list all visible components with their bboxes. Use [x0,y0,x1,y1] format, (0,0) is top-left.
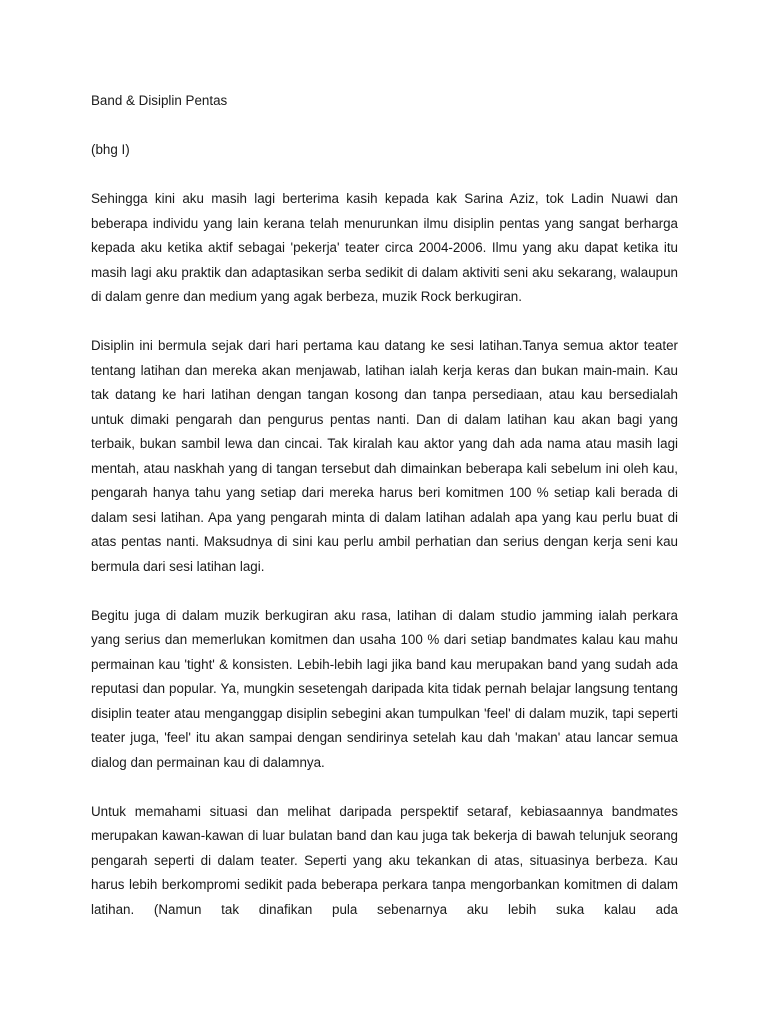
document-body [91,89,678,922]
paragraph-4: Untuk memahami situasi dan melihat daripada perspektif setaraf, kebiasaannya bandmates merupakan kawan-kawan di luar bulatan band dan kau juga tak bekerja di bawah telunjuk seorang pengarah seperti di dalam teater. Seperti yang aku tekankan di atas, situasinya berbeza. Kau harus lebih berkompromi sedikit pada beberapa perkara tanpa mengorbankan komitmen di dalam latihan. (Namun tak dinafikan pula sebenarnya aku lebih suka kalau ada [91,803,678,917]
paragraph-3: Begitu juga di dalam muzik berkugiran aku rasa, latihan di dalam studio jamming ialah perkara yang serius dan memerlukan komitmen dan usaha 100 % dari setiap bandmates kalau kau mahu permainan kau 'tight' & konsisten. Lebih-lebih lagi jika band kau merupakan band yang sudah ada reputasi dan popular. Ya, mungkin sesetengah daripada kita tidak pernah belajar langsung tentang disiplin teater atau menganggap disiplin sebegini akan tumpulkan 'feel' di dalam muzik, tapi seperti teater juga, 'feel' itu akan sampai dengan sendirinya setelah kau dah 'makan' atau lancar semua dialog dan permainan kau di dalamnya. [91,607,678,770]
paragraph-1: Sehingga kini aku masih lagi berterima kasih kepada kak Sarina Aziz, tok Ladin Nuawi dan beberapa individu yang lain kerana telah menurunkan ilmu disiplin pentas yang sangat berharga kepada aku ketika aktif sebagai 'pekerja' teater circa 2004-2006. Ilmu yang aku dapat ketika itu masih lagi aku praktik dan adaptasikan serba sedikit di dalam aktiviti seni aku sekarang, walaupun di dalam genre dan medium yang agak berbeza, muzik Rock berkugiran. [91,191,678,304]
document-subtitle: (bhg I) [91,142,130,157]
paragraph-2: Disiplin ini bermula sejak dari hari pertama kau datang ke sesi latihan.Tanya semua aktor teater tentang latihan dan mereka akan menjawab, latihan ialah kerja keras dan bukan main-main. Kau tak datang ke hari latihan dengan tangan kosong dan tanpa persediaan, atau kau bersedialah untuk dimaki pengarah dan pengurus pentas nanti. Dan di dalam latihan kau akan bagi yang terbaik, bukan sambil lewa dan cincai. Tak kiralah kau aktor yang dah ada nama atau masih lagi mentah, atau naskhah yang di tangan tersebut dah dimainkan beberapa kali sebelum ini oleh kau, pengarah hanya tahu yang setiap dari mereka harus beri komitmen 100 % setiap kali berada di dalam sesi latihan. Apa yang pengarah minta di dalam latihan adalah apa yang kau perlu buat di atas pentas nanti. Maksudnya di sini kau perlu ambil perhatian dan serius dengan kerja seni kau bermula dari sesi latihan lagi. [91,338,678,574]
document-title: Band & Disiplin Pentas [91,93,228,108]
